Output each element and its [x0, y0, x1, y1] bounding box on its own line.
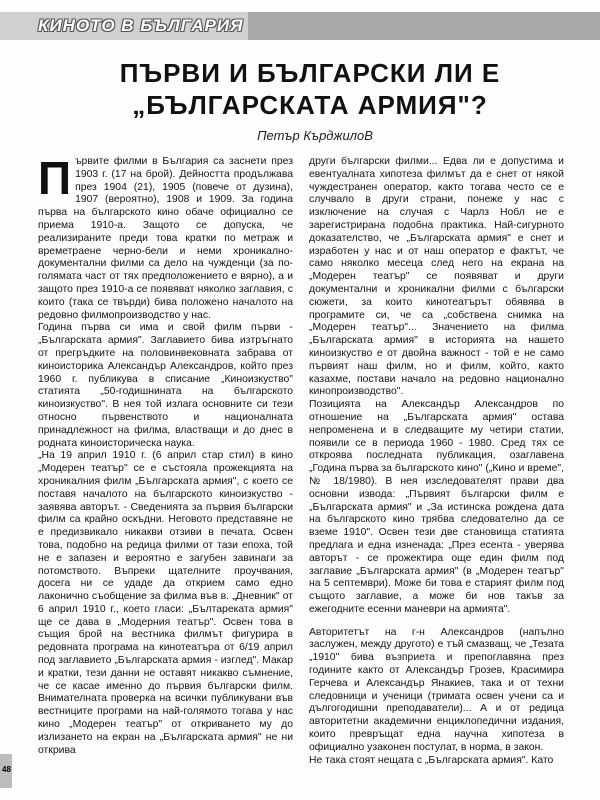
- paragraph: „На 19 април 1910 г. (6 април стар стил) в кино „Модерен театър" се е състояла прожекцията на хроникалния филм „Българската армия", с което се поставя началото на българското киноизкуство - заявява авторът. - Сведенията за първия български филм са крайно оскъдни. Неговото представяне не е предизвикало никакви отзиви в печата. Освен това, подобно на редица филми от тази епоха, той не е запазен и вероятно е загубен завинаги за потомството. Въпреки щателните проучвания, досега ни се удаде да открием само едно лаконично съобщение за филма във в. „Дневник" от 6 април 1910 г., което гласи: „Бълтареката армия" ще се дава в „Модерния театър". Освен това в същия брой на вестника филмът фигурира в редовната програма на кинотеатъра от 6/19 април под заглавието „Българската армия - изглед". Макар и кратки, тези данни не оставят никакво съмнение, че се касае именно до първия български филм. Внимателната проверка на всички публикувани във вестниците програми на най-голямото тогава у нас кино „Модерен театър" от откриването му до излизането на екран на „Българската армия" не ни открива: [38, 450, 293, 756]
- right-column: [309, 156, 564, 767]
- left-column: [38, 152, 293, 757]
- paragraph-text: ървите филми в България са заснети през 1903 г. (17 на брой). Дейността продължава през 1904 (21), 1905 (повече от дузина), 1907 (вероятно), 1908 и 1909. За година първа на българското кино обаче официално се приема 1910-а. Защото се допуска, че реализираните преди това кратки по метраж и времетраене черно-бели и неми хроникално-документални филми са дело на чужденци (за по-голямата част от тях предположението е вярно), а и защото през 1910-а се появяват няколко заглавия, с които (така се твърди) бива положено началото на редовно филмопроизводство у нас.: [38, 156, 293, 321]
- paragraph: Авторитетът на г-н Александров (напълно заслужен, между другото) е тъй смазващ, че „Тезата „1910" бива възприета и препоглавяна през годините както от Александър Грозев, Красимира Герчева и Александър Янакиев, така и от техни следовници и ученици (тримата освен учени са и дългогодишни преподаватели)... А и от редица авторитетни академични енциклопедични издания, които превръщат една научна хипотеза в официално узаконен постулат, в норма, в закон.: [309, 626, 564, 753]
- drop-cap: П: [38, 152, 72, 204]
- paragraph: Позицията на Александър Александров по отношение на „Българската армия" остава непроменена и в следващите му четири статии, появили се в периода 1960 - 1980. Сред тях се откроява последната публикация, озаглавена „Година първа за българското кино" („Кино и време", № 18/1980). В нея изследователят прави два основни извода: „Първият български филм е „Българската армия" и „За истинска рождена дата на българското кино трябва следователно да се вземе 1910". Освен тези две становища статията предлага и една изненада: „През есента - уверява авторът - се прожектира още един филм под заглавие „Българската армия" (в „Модерен театър" на 5 септември). Може би това е старият филм под същото заглавие, а може би нов такъв за ежегодните есенни маневри на армията".: [309, 399, 564, 615]
- paragraph: други български филми... Едва ли е допустима и евентуалната хипотеза филмът да е снет от някой чуждестранен оператор, както тогава често се е случвало в други страни, понеже у нас с изключение на случая с Чарлз Нобл не е зарегистрирана подобна практика. Най-сигурното доказателство, че „Българската армия" е снет и изработен у нас и от наш оператор е фактът, че само няколко месеца след него на екрана на „Модерен театър" се появяват и други документални и хроникални филми с български сюжети, за които кинотеатърът обявява в програмите си, че са „собствена снимка на „Модерен театър"... Значението на филма „Българската армия" в историята на нашето киноизкуство е от двойна важност - той е не само първият наш филм, но и филм, който, както казахме, постави начало на редовно национално кинопроизводство".: [309, 156, 564, 398]
- article-title-line-1: ПЪРВИ И БЪЛГАРСКИ ЛИ Е: [119, 58, 501, 88]
- page-number: 48: [2, 765, 11, 774]
- paragraph: Година първа си има и свой филм първи - „Българската армия". Заглавието бива изтръгнато от прегръдките на половинвековната забрава от киноисторика Александър Александров, който през 1960 г. публикува в списание „Киноизкуство" статията „50-годишнината на българското киноизкуство". В нея той излага основните си тези относно първенството и националната принадлежност на филма, властващи и до днес в родната киноисторическа наука.: [38, 322, 293, 449]
- paragraph: Не така стоят нещата с „Българската армия". Като: [309, 754, 554, 766]
- paragraph: [38, 152, 293, 322]
- article-author: Петър КърджилоВ: [257, 128, 373, 143]
- section-label: КИНОТО В БЪЛГАРИЯ: [0, 12, 248, 40]
- article-title-line-2: „БЪЛГАРСКАТА АРМИЯ"?: [132, 90, 488, 120]
